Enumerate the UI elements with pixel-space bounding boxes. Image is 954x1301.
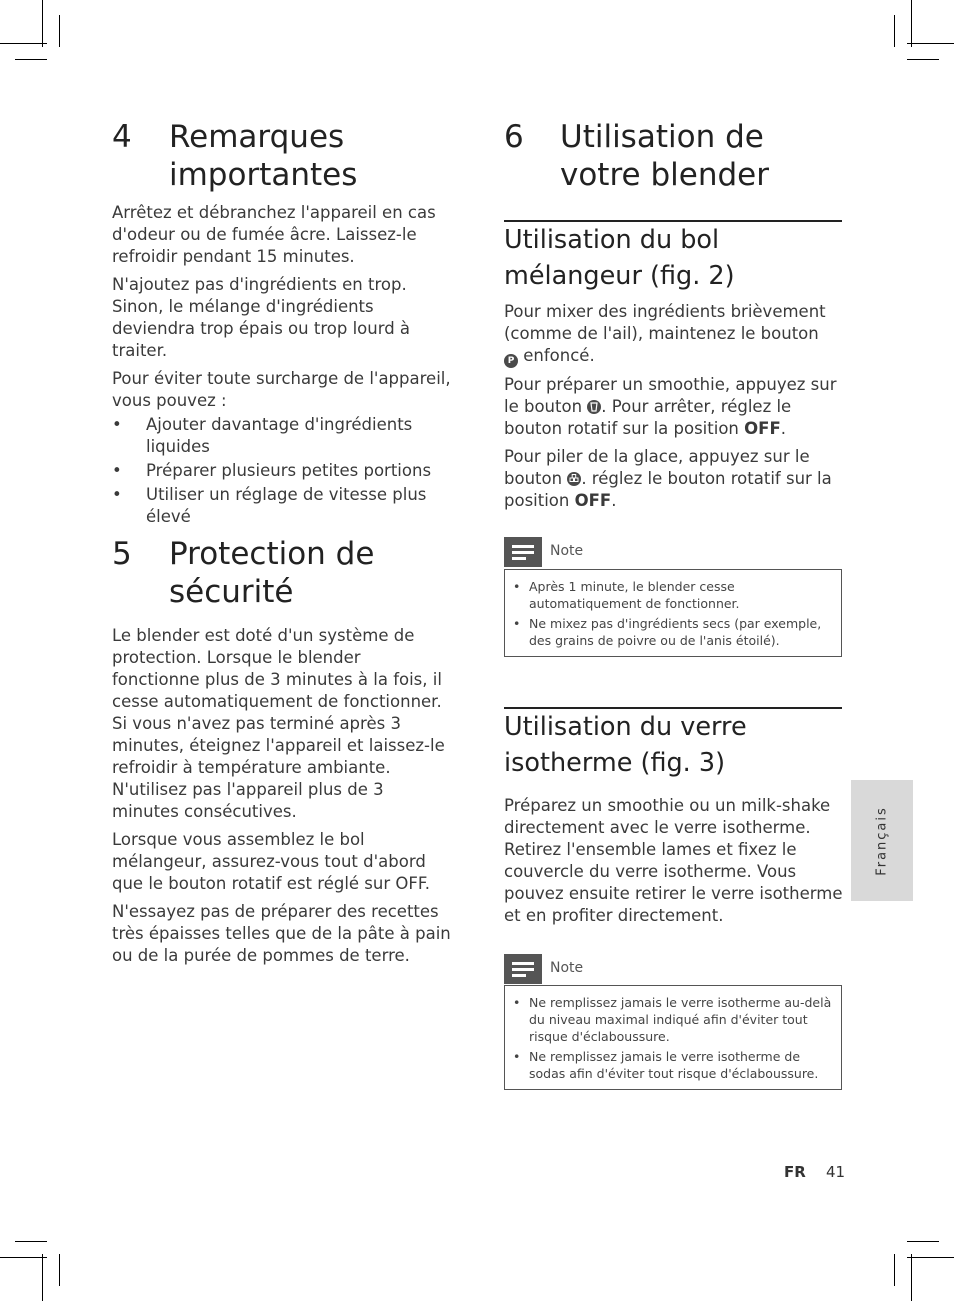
list-item: • Préparer plusieurs petites portions [112, 460, 452, 482]
list-item: • Utiliser un réglage de vitesse plus élevé [112, 484, 452, 528]
note-list [505, 994, 833, 1082]
paragraph: Préparez un smoothie ou un milk-shake directement avec le verre isotherme. Retirez l'ensemble lames et fixez le couvercle du verre isotherme. Vous pouvez ensuite retirer le verre isotherme et en profiter directement. [504, 796, 843, 925]
subsection-title [504, 222, 735, 294]
note-label: Note [550, 543, 584, 559]
paragraph-text: Pour préparer un smoothie, appuyez sur le bouton [504, 375, 837, 416]
crop-mark [907, 1257, 954, 1258]
subsection-title-line: Utilisation du verre [504, 712, 747, 742]
list-item: • Ajouter davantage d'ingrédients liquides [112, 414, 452, 458]
page-number: 41 [826, 1163, 846, 1181]
ice-crush-icon [567, 472, 581, 486]
smoothie-icon [587, 400, 601, 414]
crop-mark [42, 1254, 43, 1301]
section-title-line: Protection de [169, 536, 375, 572]
note-list [505, 578, 831, 649]
paragraph-text: enfoncé. [523, 346, 595, 365]
paragraph: N'ajoutez pas d'ingrédients en trop. Sinon, le mélange d'ingrédients deviendra trop épais ou trop lourd à traiter. [112, 275, 411, 360]
subsection-title-line: isotherme (fig. 3) [504, 748, 726, 778]
section-number: 4 [112, 119, 132, 155]
crop-mark [907, 1241, 939, 1242]
paragraph: N'essayez pas de préparer des recettes très épaisses telles que de la pâte à pain ou de la purée de pommes de terre. [112, 902, 451, 965]
off-label: OFF [574, 491, 612, 510]
note-item: • Ne mixez pas d'ingrédients secs (par exemple, des grains de poivre ou de l'anis étoilé). [505, 615, 831, 649]
note-item: • Ne remplissez jamais le verre isotherme au-delà du niveau maximal indiqué afin d'éviter tout risque d'éclaboussure. [505, 994, 833, 1045]
section-title [560, 118, 769, 194]
section-title [169, 118, 357, 194]
note-item: • Ne remplissez jamais le verre isotherme de sodas afin d'éviter tout risque d'éclaboussure. [505, 1048, 833, 1082]
note-header [504, 537, 704, 567]
paragraph-text: . [780, 419, 786, 438]
crop-mark [0, 43, 47, 44]
section-title-line: sécurité [169, 574, 294, 610]
language-tab [851, 780, 913, 901]
note-box [504, 569, 842, 657]
bullet-list [112, 414, 452, 528]
crop-mark [911, 1254, 912, 1301]
crop-mark [907, 59, 939, 60]
section-number: 5 [112, 536, 132, 572]
footer-language: FR [784, 1163, 806, 1181]
note-item: • Après 1 minute, le blender cesse automatiquement de fonctionner. [505, 578, 831, 612]
section-title-line: Utilisation de [560, 119, 764, 155]
subsection-title [504, 709, 747, 781]
subsection-title-line: Utilisation du bol [504, 225, 720, 255]
paragraph: Lorsque vous assemblez le bol mélangeur, assurez-vous tout d'abord que le bouton rotatif est réglé sur OFF. [112, 830, 430, 893]
paragraph: Le blender est doté d'un système de protection. Lorsque le blender fonctionne plus de 3 minutes à la fois, il cesse automatiquement de fonctionner. Si vous n'avez pas terminé après 3 minutes, éteignez l'appareil et laissez-le refroidir à température ambiante. N'utilisez pas l'appareil plus de 3 minutes consécutives. [112, 626, 445, 821]
section-number: 6 [504, 119, 524, 155]
crop-mark [42, 0, 43, 47]
crop-mark [59, 1254, 60, 1286]
section-body [504, 795, 844, 933]
pulse-icon: P [504, 354, 518, 368]
crop-mark [0, 1257, 47, 1258]
paragraph-text: . [611, 491, 617, 510]
crop-mark [15, 59, 47, 60]
off-label: OFF [744, 419, 781, 438]
language-tab-label: Français [874, 805, 890, 876]
crop-mark [894, 1254, 895, 1286]
paragraph [504, 374, 842, 440]
note-label: Note [550, 960, 584, 976]
note-lines-icon [504, 954, 542, 984]
crop-mark [894, 15, 895, 47]
section-title-line: Remarques [169, 119, 345, 155]
paragraph-text: Pour mixer des ingrédients brièvement (comme de l'ail), maintenez le bouton [504, 302, 826, 343]
crop-mark [15, 1241, 47, 1242]
paragraph [504, 301, 842, 368]
note-box [504, 985, 842, 1090]
paragraph-text: . réglez le bouton rotatif sur la position [504, 469, 832, 510]
section-body [504, 301, 842, 518]
subsection-title-line: mélangeur (fig. 2) [504, 261, 735, 291]
paragraph: Pour éviter toute surcharge de l'appareil, vous pouvez : [112, 369, 451, 410]
section-title-line: importantes [169, 157, 358, 193]
paragraph-text: Pour piler de la glace, appuyez sur le bouton [504, 447, 810, 488]
section-body [112, 625, 452, 973]
section-title-line: votre blender [560, 157, 769, 193]
note-header [504, 954, 704, 984]
crop-mark [907, 43, 954, 44]
section-title [169, 535, 374, 611]
paragraph [504, 446, 842, 512]
crop-mark [59, 15, 60, 47]
paragraph: Arrêtez et débranchez l'appareil en cas d'odeur ou de fumée âcre. Laissez-le refroidir pendant 15 minutes. [112, 203, 436, 266]
paragraph-text: . Pour arrêter, réglez le bouton rotatif sur la position [504, 397, 792, 438]
crop-mark [911, 0, 912, 47]
note-lines-icon [504, 537, 542, 567]
section-body [112, 202, 452, 530]
